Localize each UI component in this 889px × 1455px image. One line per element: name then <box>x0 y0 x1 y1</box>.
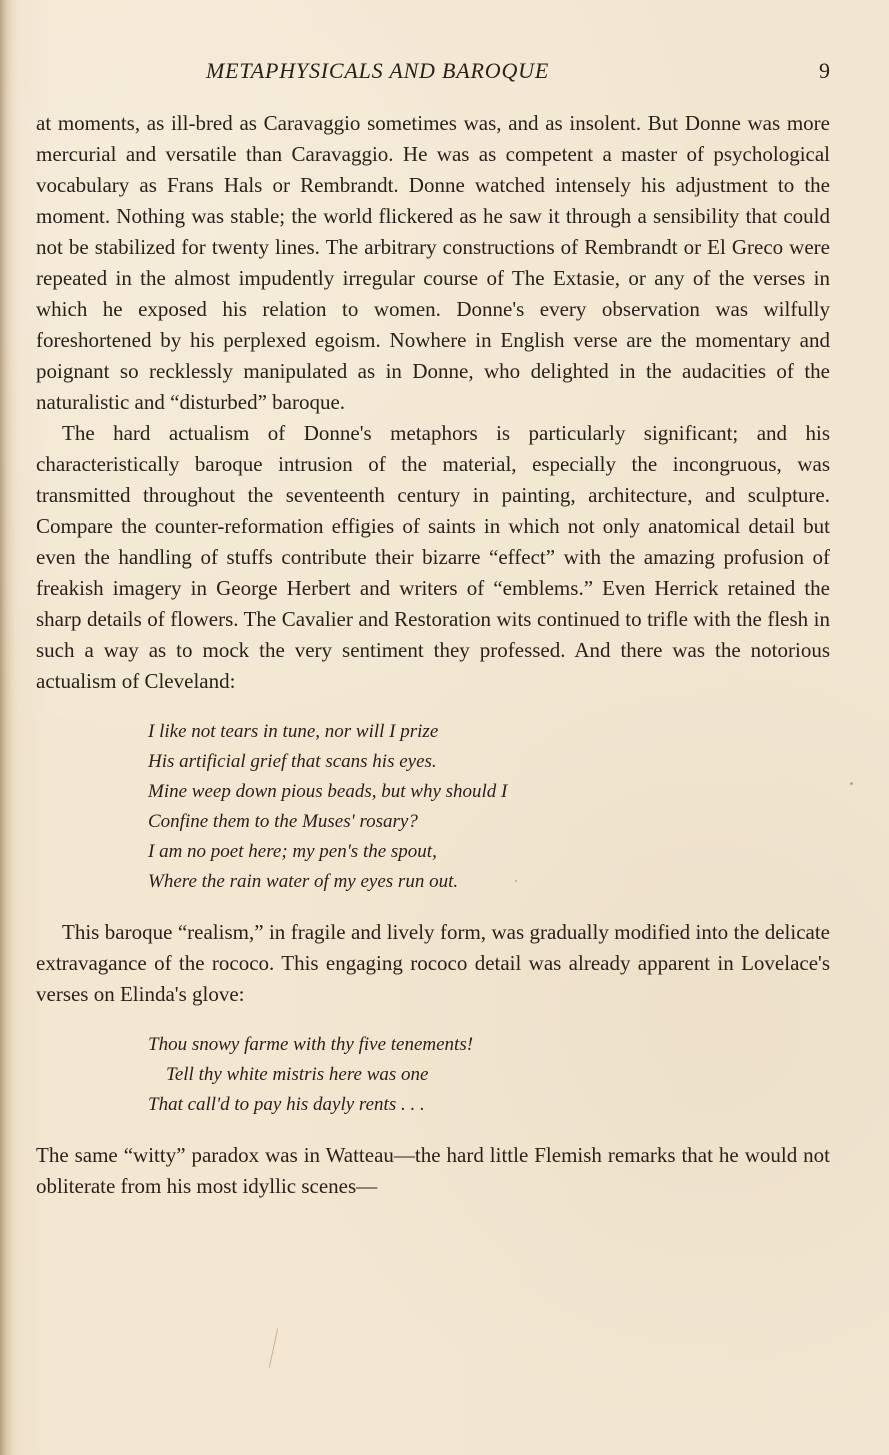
quote-1-line-6: Where the rain water of my eyes run out. <box>148 871 459 892</box>
page-header <box>36 58 830 88</box>
quote-1-line-1: I like not tears in tune, nor will I prize <box>148 721 439 742</box>
paragraph-1: at moments, as ill-bred as Caravaggio sometimes was, and as insolent. But Donne was more mercurial and versatile than Caravaggio. He was as competent a master of psychological vocabulary as Frans Hals or Rembrandt. Donne watched intensely his adjustment to the moment. Nothing was stable; the world flickered as he saw it through a sensibility that could not be stabilized for twenty lines. The arbitrary constructions of Rembrandt or El Greco were repeated in the almost impudently irregular course of The Extasie, or any of the verses in which he exposed his relation to women. Donne's every observation was wilfully foreshortened by his perplexed egoism. Nowhere in English verse are the momentary and poignant so recklessly manipulated as in Donne, who delighted in the audacities of the naturalistic and “disturbed” baroque. <box>36 111 830 414</box>
quote-2-line-3: That call'd to pay his dayly rents . . . <box>148 1094 425 1115</box>
paragraph-2: The hard actualism of Donne's metaphors is particularly significant; and his characteristically baroque intrusion of the material, especially the incongruous, was transmitted throughout the seventeenth century in painting, architecture, and sculpture. Compare the counter-reformation effigies of saints in which not only anatomical detail but even the handling of stuffs contribute their bizarre “effect” with the amazing profusion of freakish imagery in George Herbert and writers of “emblems.” Even Herrick retained the sharp details of flowers. The Cavalier and Restoration wits continued to trifle with the flesh in such a way as to mock the very sentiment they professed. And there was the notorious actualism of Cleveland: <box>36 421 830 693</box>
quote-2-line-1: Thou snowy farme with thy five tenements! <box>148 1034 474 1055</box>
quote-1-line-5: I am no poet here; my pen's the spout, <box>148 841 437 862</box>
paper-mark <box>269 1328 278 1367</box>
quote-2-line-2: Tell thy white mistris here was one <box>166 1064 429 1085</box>
paper-speck <box>515 880 517 882</box>
paper-speck <box>850 782 853 785</box>
paragraph-4: The same “witty” paradox was in Watteau—the hard little Flemish remarks that he would not obliterate from his most idyllic scenes— <box>36 1143 830 1198</box>
quote-1-line-2: His artificial grief that scans his eyes. <box>148 751 437 772</box>
quotation-2 <box>148 1030 830 1120</box>
quote-1-line-3: Mine weep down pious beads, but why should I <box>148 781 508 802</box>
page-binding-edge <box>0 0 12 1455</box>
running-title: METAPHYSICALS AND BAROQUE <box>206 58 550 83</box>
paragraph-3: This baroque “realism,” in fragile and lively form, was gradually modified into the delicate extravagance of the rococo. This engaging rococo detail was already apparent in Lovelace's verses on Elinda's glove: <box>36 920 830 1006</box>
page-content <box>36 108 830 1202</box>
page-number: 9 <box>819 58 830 83</box>
quotation-1 <box>148 717 830 897</box>
quote-1-line-4: Confine them to the Muses' rosary? <box>148 811 418 832</box>
